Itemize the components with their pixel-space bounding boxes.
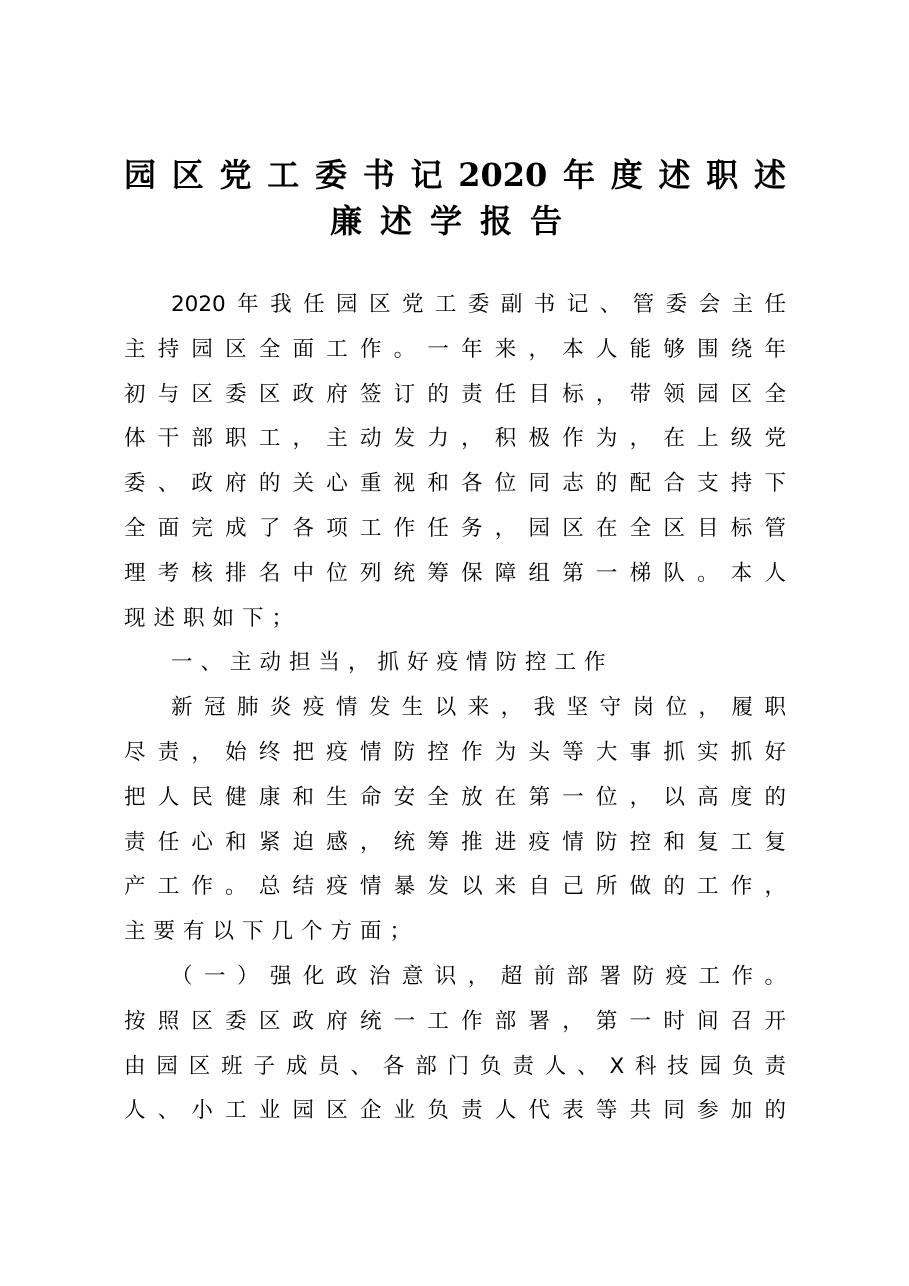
body-line: 初与区委区政府签订的责任目标，带领园区全 (124, 381, 786, 407)
body-line: 体干部职工，主动发力，积极作为，在上级党 (124, 426, 786, 452)
body-line: 按照区委区政府统一工作部署，第一时间召开 (124, 1008, 786, 1034)
body-line: 主要有以下几个方面； (124, 919, 420, 945)
body-line: 2020年我任园区党工委副书记、管委会主任 (171, 292, 786, 317)
document-title-line-2: 廉述学报告 (329, 202, 580, 240)
body-line: 责任心和紧迫感，统筹推进疫情防控和复工复 (124, 829, 786, 855)
body-line: 新冠肺炎疫情发生以来，我坚守岗位，履职 (171, 695, 786, 721)
body-line: 委、政府的关心重视和各位同志的配合支持下 (124, 471, 786, 497)
section-heading: 一、主动担当，抓好疫情防控工作 (171, 650, 614, 676)
body-line: 尽责，始终把疫情防控作为头等大事抓实抓好 (124, 739, 786, 765)
body-line: 由园区班子成员、各部门负责人、X科技园负责 (124, 1053, 786, 1079)
body-line: 现述职如下； (124, 605, 302, 631)
body-line: 产工作。总结疫情暴发以来自己所做的工作， (124, 874, 786, 900)
body-line: 人、小工业园区企业负责人代表等共同参加的 (124, 1098, 786, 1124)
document-title-line-1: 园区党工委书记2020年度述职述 (124, 156, 786, 194)
body-line: 主持园区全面工作。一年来，本人能够围绕年 (124, 336, 786, 362)
body-line: 全面完成了各项工作任务，园区在全区目标管 (124, 515, 786, 541)
subsection-heading: （一）强化政治意识，超前部署防疫工作。 (171, 963, 786, 989)
body-line: 理考核排名中位列统筹保障组第一梯队。本人 (124, 560, 786, 586)
document-body (124, 283, 786, 1134)
body-line: 把人民健康和生命安全放在第一位，以高度的 (124, 784, 786, 810)
